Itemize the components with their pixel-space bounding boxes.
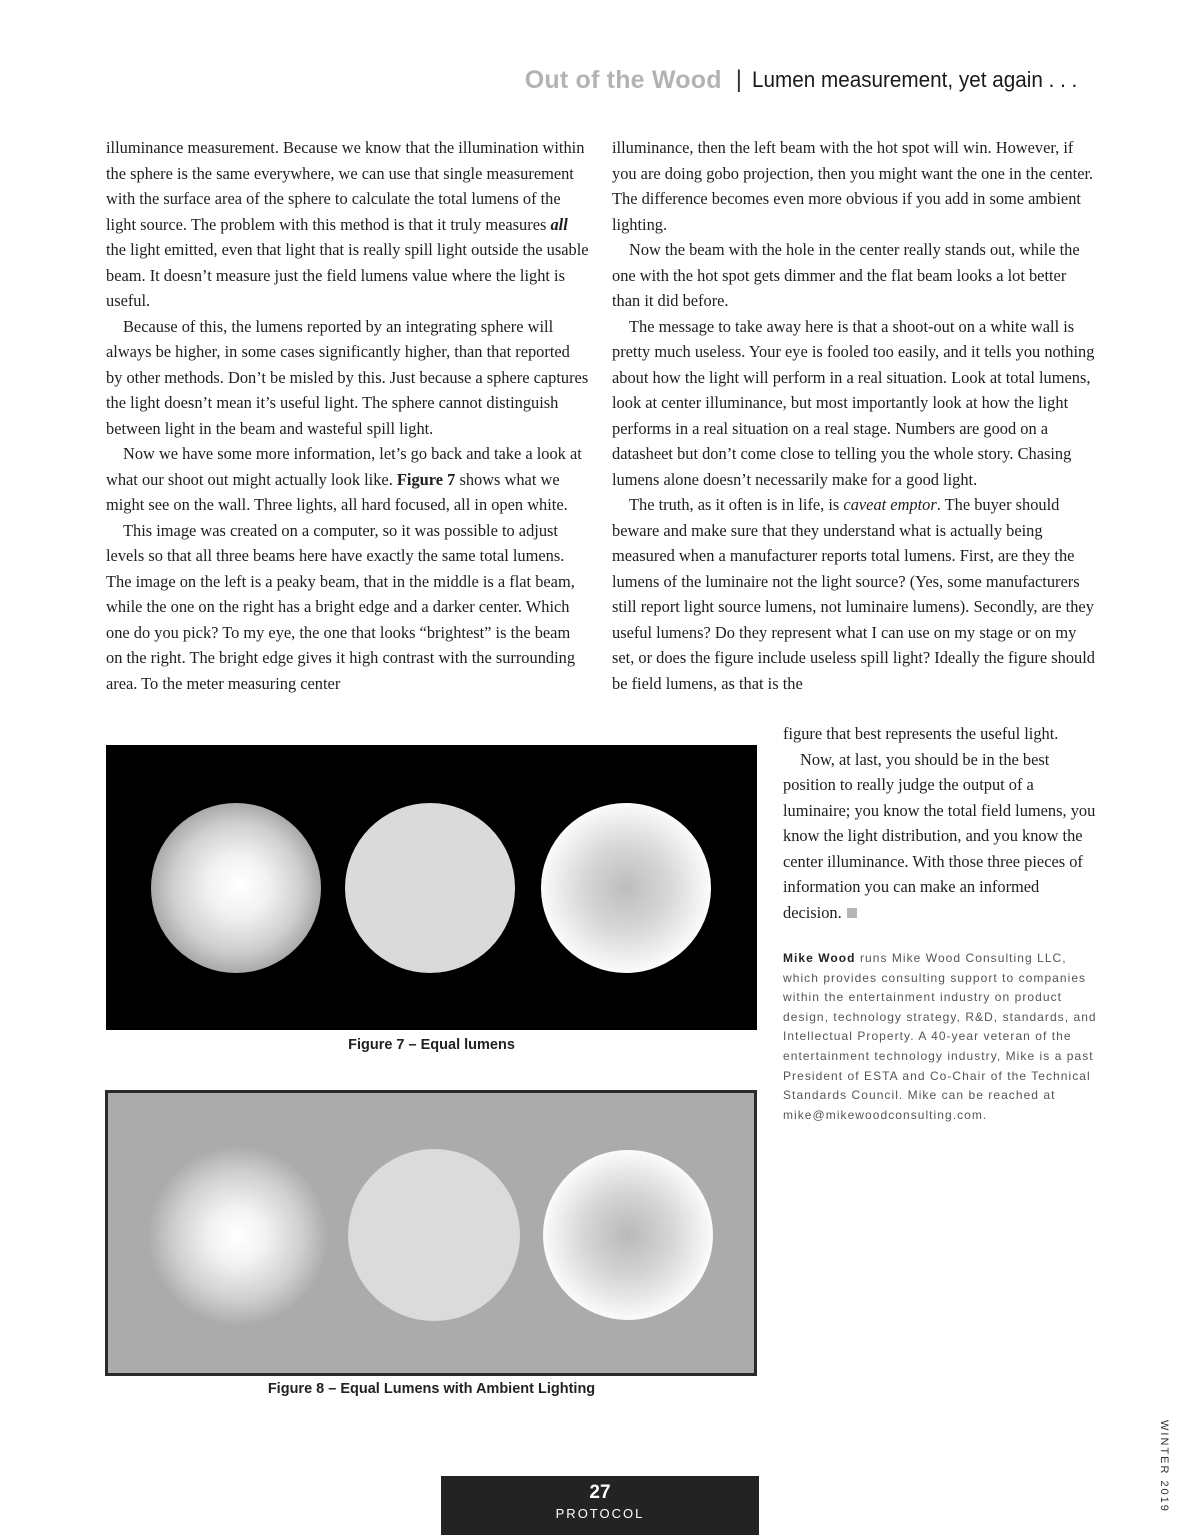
running-header <box>525 62 1098 98</box>
page-footer <box>441 1476 759 1535</box>
emphasis-all: all <box>550 214 568 234</box>
author-bio: Mike Wood runs Mike Wood Consulting LLC, which provides consulting support to companies within the entertainment industry on product design, technology strategy, R&D, standards, and Intellectual Property. A 40-year veteran of the entertainment technology industry, Mike is a past President of ESTA and Co-Chair of the Technical Standards Council. Mike can be reached at mike@mikewoodconsulting.com. <box>783 951 1097 1122</box>
paragraph: illuminance, then the left beam with the hot spot will win. However, if you are doing gobo projection, then you might want the one in the center. The difference becomes even more obvious if you add in some ambient lighting. <box>612 138 1094 234</box>
end-mark-square-icon <box>847 908 857 918</box>
paragraph: The message to take away here is that a shoot-out on a white wall is pretty much useless. Your eye is fooled too easily, and it tells you nothing about how the light will perform in a real situation. Look at total lumens, look at center illuminance, but most importantly look at how the light performs in a real situation on a real stage. Numbers are good on a datasheet but don’t come close to telling you the whole story. Chasing lumens alone doesn’t necessarily make for a good light. <box>612 316 1095 489</box>
page-number: 27 <box>589 1482 611 1503</box>
paragraph: The truth, as it often is in life, is caveat emptor. The buyer should beware and make sure that they understand what is actually being measured when a manufacturer reports total lumens. First, are they the lumens of the luminaire not the light source? (Yes, some manufacturers still report light source lumens, not luminaire lumens). Secondly, are they useful lumens? Do they represent what I can use on my stage or on my set, or does the figure include useless spill light? Ideally the figure should be field lumens, as that is the <box>612 495 1095 693</box>
paragraph: Because of this, the lumens reported by an integrating sphere will always be higher, in some cases significantly higher, than that reported by other methods. Don’t be misled by this. Just because a sphere captures the light doesn’t mean it’s useful light. The sphere cannot distinguish between light in the beam and wasteful spill light. <box>106 316 589 438</box>
flat-beam-spot <box>348 1149 520 1321</box>
figure-8-image <box>105 1090 757 1376</box>
figure-8-caption: Figure 8 – Equal Lumens with Ambient Lighting <box>267 1381 596 1397</box>
paragraph: Now we have some more information, let’s go back and take a look at what our shoot out might actually look like. Figure 7 shows what we might see on the wall. Three lights, all hard focused, all in open white. <box>106 444 582 514</box>
peaky-beam-spot <box>151 803 321 973</box>
edge-beam-spot <box>541 803 711 973</box>
article-title: Lumen measurement, yet again . . . <box>751 67 1078 92</box>
paragraph: Now, at last, you should be in the best position to really judge the output of a luminaire; you know the total field lumens, you know the light distribution, and you know the center illuminance. With those three pieces of information you can make an informed decision. <box>783 749 1096 922</box>
paragraph: illuminance measurement. Because we know that the illumination within the sphere is the same everywhere, we can use that single measurement with the surface area of the sphere to calculate the total lumens of the light source. The problem with this method is that it truly measures all the light emitted, even that light that is really spill light outside the usable beam. It doesn’t measure just the field lumens value where the light is useful. <box>106 138 589 310</box>
author-name: Mike Wood <box>783 951 856 965</box>
figure-7-reference: Figure 7 <box>396 469 456 489</box>
figure-7-caption: Figure 7 – Equal lumens <box>348 1037 515 1053</box>
narrow-column <box>783 721 1098 925</box>
section-name: Out of the Wood <box>524 65 722 94</box>
left-column <box>106 135 590 696</box>
peaky-beam-spot <box>148 1146 328 1326</box>
header-separator: | <box>735 66 742 93</box>
flat-beam-spot <box>345 803 515 973</box>
emphasis-caveat-emptor: caveat emptor <box>843 495 937 514</box>
right-column <box>612 135 1098 696</box>
edge-beam-spot <box>543 1150 713 1320</box>
paragraph: figure that best represents the useful light. <box>783 724 1059 743</box>
figure-7-image <box>106 745 757 1030</box>
paragraph: This image was created on a computer, so it was possible to adjust levels so that all three beams here have exactly the same total lumens. The image on the left is a peaky beam, that in the middle is a flat beam, while the one on the right has a bright edge and a darker center. Which one do you pick? To my eye, the one that looks “brightest” is the beam on the right. The bright edge gives it high contrast with the surrounding area. To the meter measuring center <box>106 520 576 693</box>
paragraph: Now the beam with the hole in the center really stands out, while the one with the hot spot gets dimmer and the flat beam looks a lot better than it did before. <box>612 240 1080 310</box>
issue-label: WINTER 2019 <box>1158 1420 1170 1513</box>
publication-name: PROTOCOL <box>555 1506 645 1521</box>
